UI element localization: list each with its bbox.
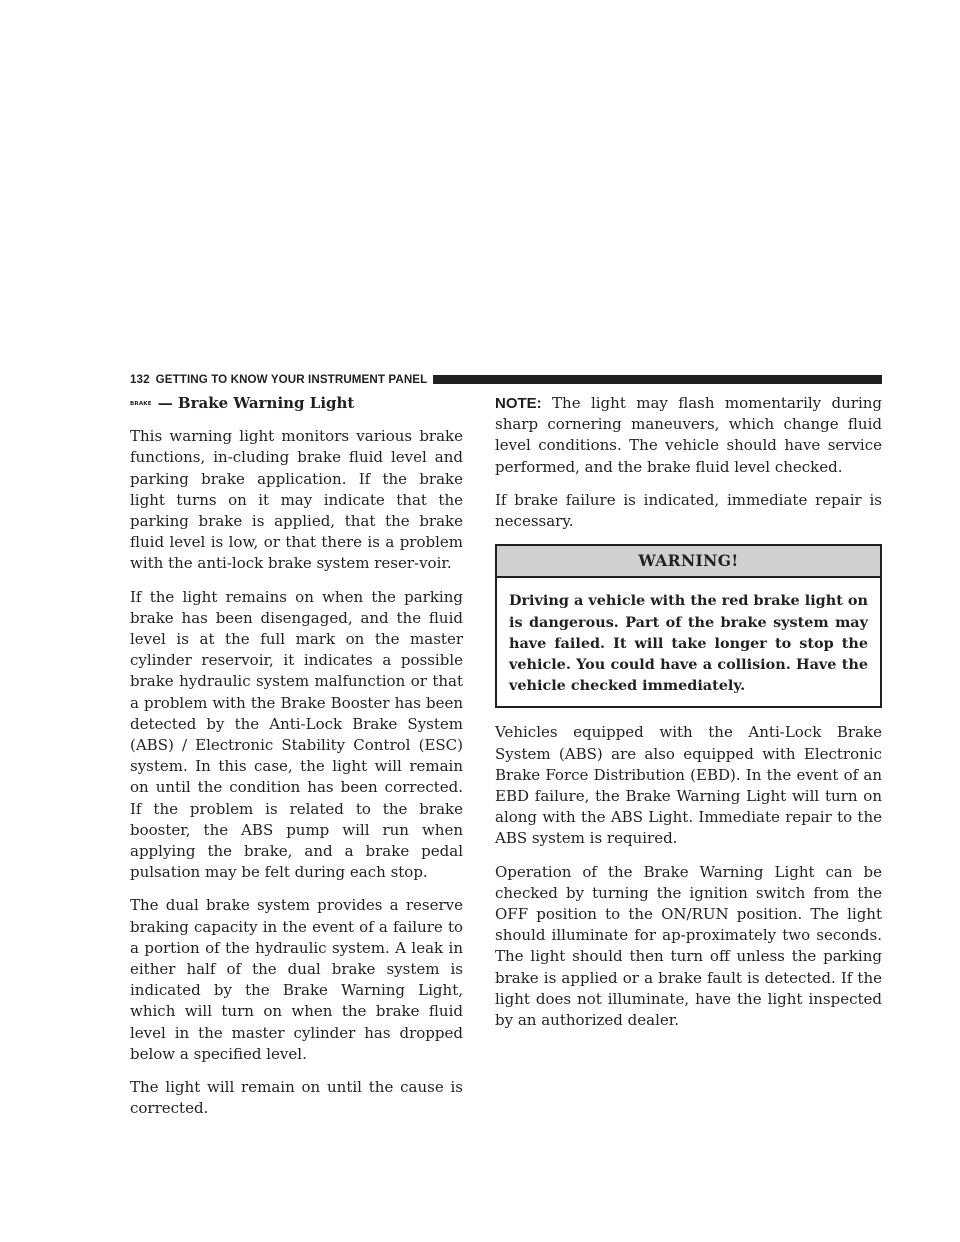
- page-number: 132: [130, 372, 150, 386]
- warning-title: WARNING!: [497, 546, 880, 578]
- left-column: [130, 393, 463, 1132]
- paragraph: The dual brake system provides a reserve braking capacity in the event of a failure to a portion of the hydraulic system. A leak in either half of the dual brake system is indicated by the Brake Warning Light, which will turn on when the brake fluid level in the master cylinder has dropped below a specified level.: [130, 896, 463, 1063]
- page-header: [130, 370, 882, 388]
- warning-box: [495, 544, 882, 708]
- brake-warning-icon: BRAKE: [130, 400, 152, 407]
- note-paragraph: [495, 393, 882, 478]
- heading-text: — Brake Warning Light: [157, 394, 355, 412]
- note-text: The light may flash momentarily during sharp cornering maneuvers, which change fluid level conditions. The vehicle should have service performed, and the brake fluid level checked.: [495, 394, 882, 476]
- header-rule: [433, 375, 882, 384]
- section-title: GETTING TO KNOW YOUR INSTRUMENT PANEL: [155, 372, 428, 386]
- header-text: [130, 373, 427, 386]
- paragraph: If brake failure is indicated, immediate repair is necessary.: [495, 490, 882, 531]
- paragraph: Vehicles equipped with the Anti-Lock Brake System (ABS) are also equipped with Electronic Brake Force Distribution (EBD). In the event of an EBD failure, the Brake Warning Light will turn on along with the ABS Light. Immediate repair to the ABS system is required.: [495, 723, 882, 848]
- paragraph: Operation of the Brake Warning Light can be checked by turning the ignition switch from the OFF position to the ON/RUN position. The light should illuminate for ap-proximately two seconds. The light should then turn off unless the parking brake is applied or a brake fault is detected. If the light does not illuminate, have the light inspected by an authorized dealer.: [495, 862, 882, 1030]
- paragraph: If the light remains on when the parking brake has been disengaged, and the fluid level is at the full mark on the master cylinder reservoir, it indicates a possible brake hydraulic system malfunction or that a problem with the Brake Booster has been detected by the Anti-Lock Brake System (ABS) / Electronic Stability Control (ESC) system. In this case, the light will remain on until the condition has been corrected. If the problem is related to the brake booster, the ABS pump will run when applying the brake, and a brake pedal pulsation may be felt during each stop.: [130, 587, 463, 882]
- note-label: NOTE:: [495, 395, 542, 412]
- paragraph: This warning light monitors various brake functions, in-cluding brake fluid level and parking brake application. If the brake light turns on it may indicate that the parking brake is applied, that the brake fluid level is low, or that there is a problem with the anti-lock brake system reser-voir.: [130, 427, 463, 573]
- paragraph: The light will remain on until the cause is corrected.: [130, 1078, 463, 1118]
- right-column: [495, 393, 882, 1043]
- warning-text: Driving a vehicle with the red brake light on is dangerous. Part of the brake system may have failed. It will take longer to stop the vehicle. You could have a collision. Have the vehicle checked immediately.: [509, 592, 868, 695]
- brake-warning-heading: [130, 393, 463, 414]
